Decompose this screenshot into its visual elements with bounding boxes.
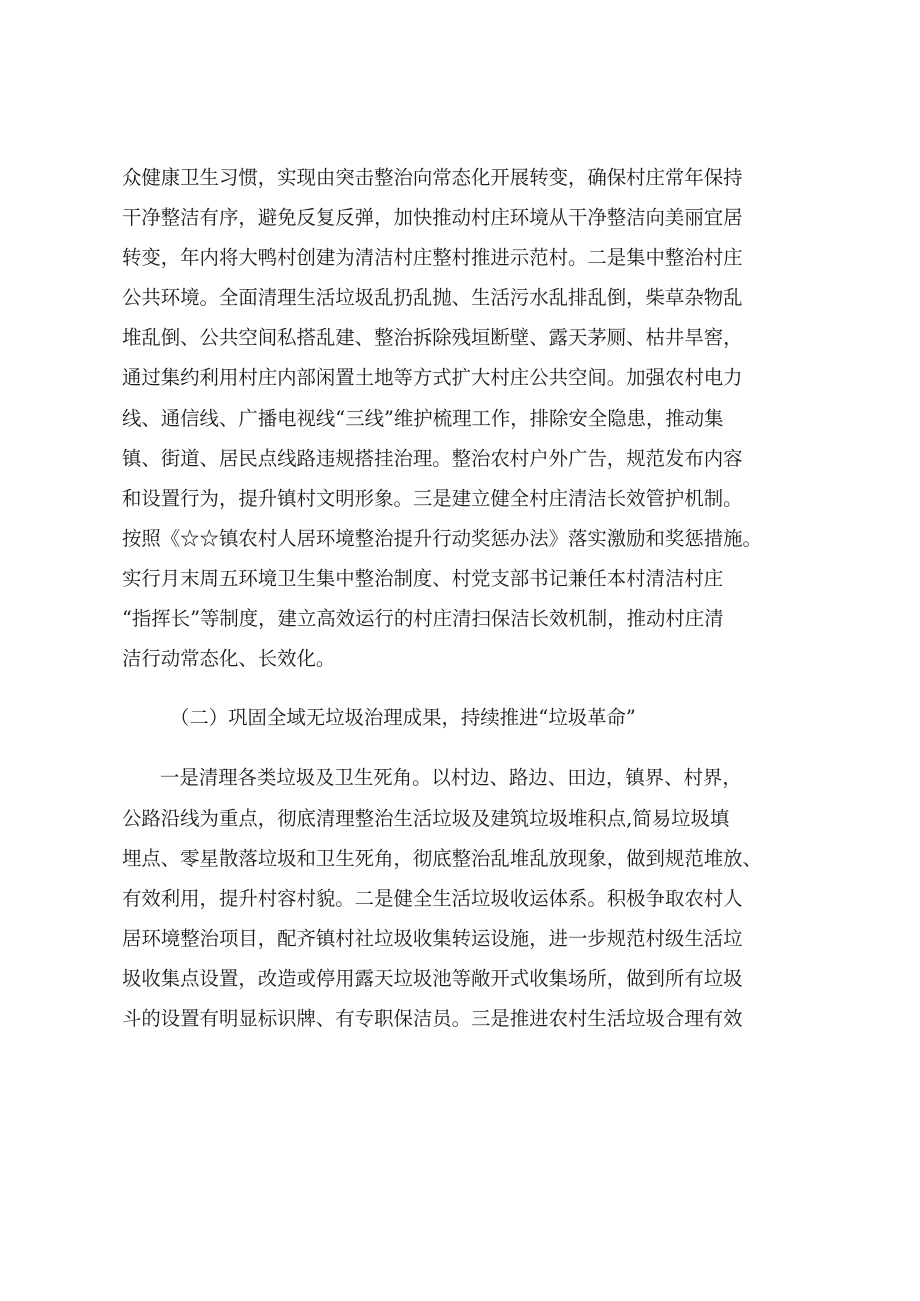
section-heading: （二）巩固全域无垃圾治理成果，持续推进“垃圾革命” xyxy=(170,706,636,729)
paragraph-2-line-4: 有效利用，提升村容村貌。二是健全生活垃圾收运体系。积极争取农村人 xyxy=(122,887,743,910)
paragraph-1-line-2: 干净整洁有序，避免反复反弹，加快推动村庄环境从干净整洁向美丽宜居 xyxy=(122,206,743,229)
paragraph-1-line-5: 堆乱倒、公共空间私搭乱建、整治拆除残垣断壁、露天茅厕、枯井旱窖， xyxy=(122,326,743,349)
paragraph-1-line-13: 洁行动常态化、长效化。 xyxy=(122,647,336,670)
paragraph-2-line-5: 居环境整治项目，配齐镇村社垃圾收集转运设施，进一步规范村级生活垃 xyxy=(122,927,743,950)
paragraph-1-line-6: 通过集约利用村庄内部闲置土地等方式扩大村庄公共空间。加强农村电力 xyxy=(122,366,743,389)
paragraph-2-line-1: 一是清理各类垃圾及卫生死角。以村边、路边、田边，镇界、村界， xyxy=(160,766,742,789)
paragraph-1-line-10: 按照《☆☆镇农村人居环境整治提升行动奖惩办法》落实激励和奖惩措施。 xyxy=(122,527,762,550)
paragraph-2-line-7: 斗的设置有明显标识牌、有专职保洁员。三是推进农村生活垃圾合理有效 xyxy=(122,1007,743,1030)
paragraph-1-line-4: 公共环境。全面清理生活垃圾乱扔乱抛、生活污水乱排乱倒，柴草杂物乱 xyxy=(122,286,743,309)
paragraph-1-line-1: 众健康卫生习惯，实现由突击整治向常态化开展转变，确保村庄常年保持 xyxy=(122,166,743,189)
paragraph-1-line-12: “指挥长”等制度，建立高效运行的村庄清扫保洁长效机制，推动村庄清 xyxy=(122,607,724,630)
paragraph-2-line-6: 圾收集点设置，改造或停用露天垃圾池等敞开式收集场所，做到所有垃圾 xyxy=(122,967,743,990)
paragraph-2-line-2: 公路沿线为重点，彻底清理整治生活垃圾及建筑垃圾堆积点,简易垃圾填 xyxy=(122,807,730,830)
paragraph-1-line-8: 镇、街道、居民点线路违规搭挂治理。整治农村户外广告，规范发布内容 xyxy=(122,447,743,470)
paragraph-2-line-3: 埋点、零星散落垃圾和卫生死角，彻底整治乱堆乱放现象，做到规范堆放、 xyxy=(122,847,762,870)
paragraph-1-line-9: 和设置行为，提升镇村文明形象。三是建立健全村庄清洁长效管护机制。 xyxy=(122,487,743,510)
paragraph-1-line-11: 实行月末周五环境卫生集中整治制度、村党支部书记兼任本村清洁村庄 xyxy=(122,567,724,590)
paragraph-1-line-3: 转变，年内将大鸭村创建为清洁村庄整村推进示范村。二是集中整治村庄 xyxy=(122,246,743,269)
paragraph-1-line-7: 线、通信线、广播电视线“三线”维护梳理工作，排除安全隐患，推动集 xyxy=(122,407,724,430)
